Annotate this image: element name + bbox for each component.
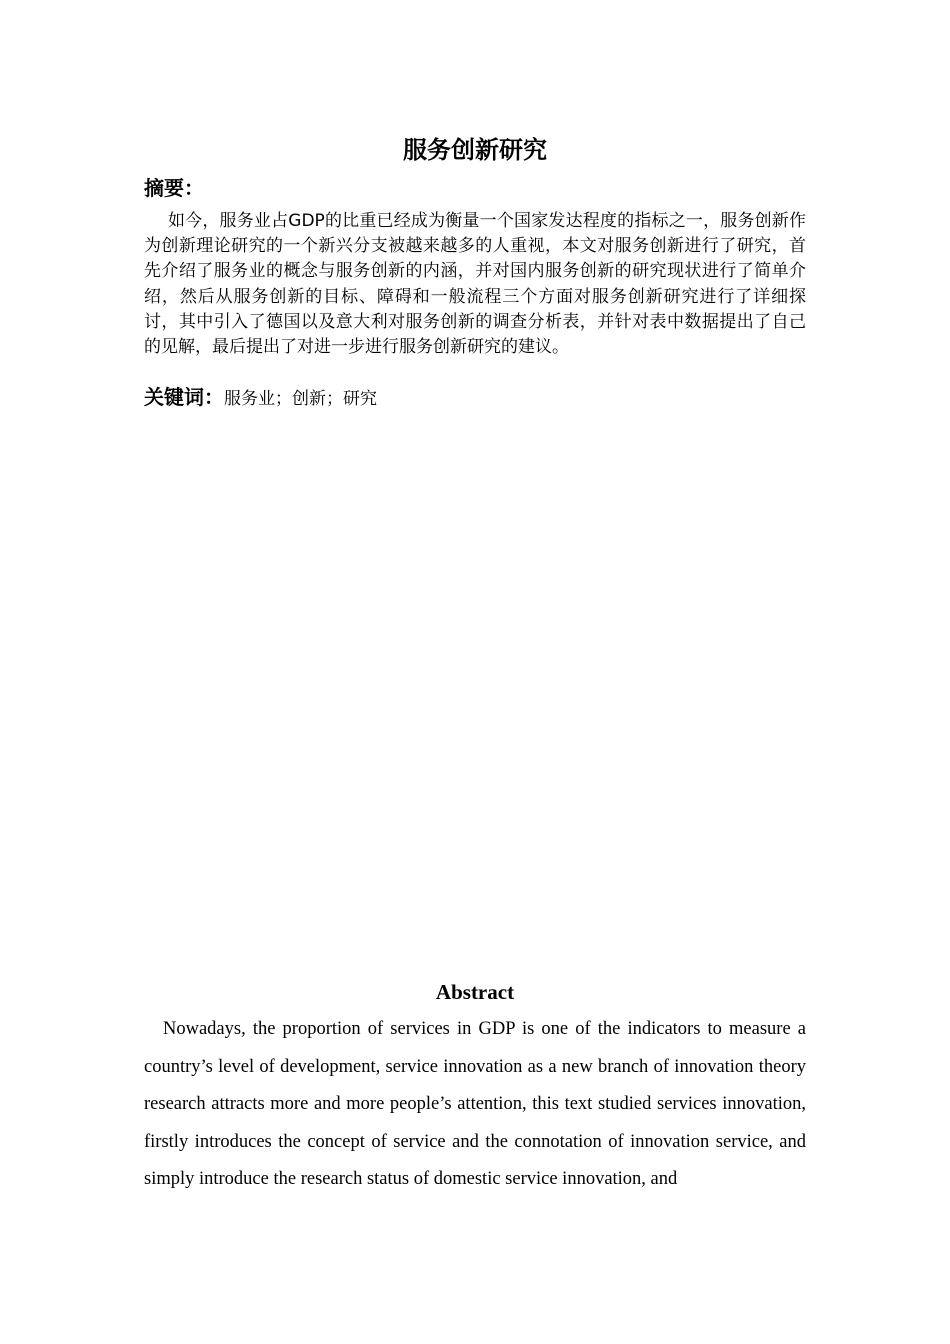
chinese-keywords <box>144 383 806 413</box>
keywords-values: 服务业；创新；研究 <box>224 389 377 409</box>
chinese-abstract-body: 如今，服务业占GDP的比重已经成为衡量一个国家发达程度的指标之一，服务创新作为创新理论研究的一个新兴分支被越来越多的人重视，本文对服务创新进行了研究，首先介绍了服务业的概念与服务创新的内涵，并对国内服务创新的研究现状进行了简单介绍，然后从服务创新的目标、障碍和一般流程三个方面对服务创新研究进行了详细探讨，其中引入了德国以及意大利对服务创新的调查分析表，并针对表中数据提出了自己的见解，最后提出了对进一步进行服务创新研究的建议。 <box>144 211 806 358</box>
english-abstract-title: Abstract <box>435 980 515 1004</box>
chinese-abstract-heading: 摘要： <box>144 176 204 200</box>
keywords-label: 关键词： <box>144 385 224 409</box>
chinese-title: 服务创新研究 <box>403 136 547 164</box>
english-abstract-body: Nowadays, the proportion of services in GDP is one of the indicators to measure a country’s level of development, service innovation as a new branch of innovation theory research attracts more and more people’s attention, this text studied services innovation, firstly introduces the concept of service and the connotation of innovation service, and simply introduce the research status of domestic service innovation, and <box>144 1019 806 1189</box>
